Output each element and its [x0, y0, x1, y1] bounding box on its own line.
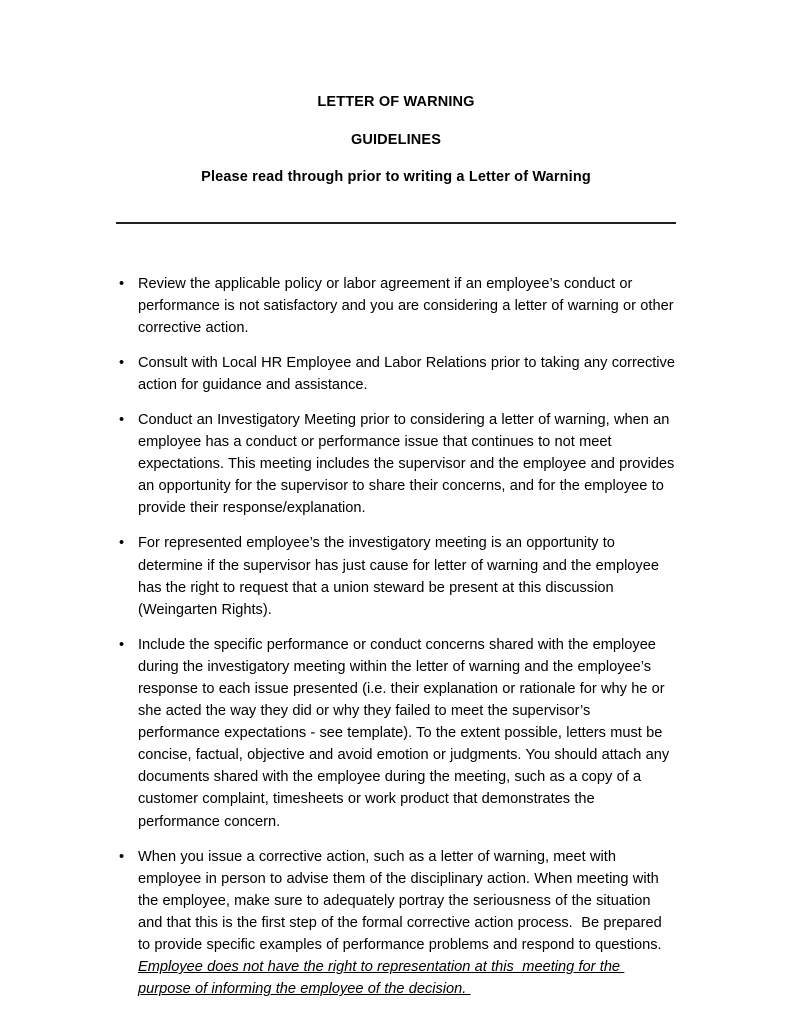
- page-subtitle: GUIDELINES: [350, 131, 442, 148]
- bullet-point-icon: •: [119, 636, 125, 653]
- list-item: [116, 409, 679, 519]
- list-item-text: Consult with Local HR Employee and Labor Relations prior to taking any corrective action for guidance and assistance.: [138, 354, 680, 393]
- page-title: LETTER OF WARNING: [317, 94, 475, 110]
- list-item: [116, 846, 676, 1001]
- page-instruction-heading: Please read through prior to writing a Letter of Warning: [201, 169, 591, 185]
- list-item-text: For represented employee’s the investigatory meeting is an opportunity to determine if the supervisor has just cause for letter of warning and the employee has the right to request that a union steward be present at this discussion (Weingarten Rights).: [138, 535, 664, 618]
- bullet-point-icon: •: [119, 848, 125, 865]
- list-item: [116, 532, 676, 620]
- bullet-point-icon: •: [119, 535, 125, 552]
- list-item-text: [138, 846, 676, 1001]
- list-item: [116, 352, 680, 396]
- list-item-emphasized-text: Employee does not have the right to representation at this meeting for the purpose of informing the employee of the decision.: [138, 959, 625, 998]
- list-item-text: Include the specific performance or conduct concerns shared with the employee during the investigatory meeting within the letter of warning and the employee’s response to each issue presented (i.e. their explanation or rationale for why he or she acted the way they did or why they failed to meet the supervisor’s performance expectations - see template). To the extent possible, letters must be concise, factual, objective and avoid emotion or judgments. You should attach any documents shared with the employee during the meeting, such as a copy of a customer complaint, timesheets or work product that demonstrates the performance concern.: [138, 636, 674, 830]
- bullet-point-icon: •: [119, 411, 125, 428]
- list-item: [116, 634, 676, 833]
- bullet-point-icon: •: [119, 275, 125, 292]
- list-item-text: Review the applicable policy or labor agreement if an employee’s conduct or performance is not satisfactory and you are considering a letter of warning or other corrective action.: [138, 275, 678, 336]
- bullet-point-icon: •: [119, 354, 125, 371]
- list-item-plain-text: When you issue a corrective action, such as a letter of warning, meet with employee in person to advise them of the disciplinary action. When meeting with the employee, make sure to adequately portray the seriousness of the situation and that this is the first step of the formal corrective action process. Be prepared to provide specific examples of performance problems and respond to questions.: [138, 848, 667, 954]
- list-item: [116, 273, 676, 339]
- horizontal-divider: [116, 222, 676, 224]
- list-item-text: Conduct an Investigatory Meeting prior to considering a letter of warning, when an employee has a conduct or performance issue that continues to not meet expectations. This meeting includes the supervisor and the employee and provides an opportunity for the supervisor to share their concerns, and for the employee to provide their response/explanation.: [138, 411, 679, 517]
- document-body: [116, 0, 680, 1000]
- guidelines-list: [116, 232, 680, 1001]
